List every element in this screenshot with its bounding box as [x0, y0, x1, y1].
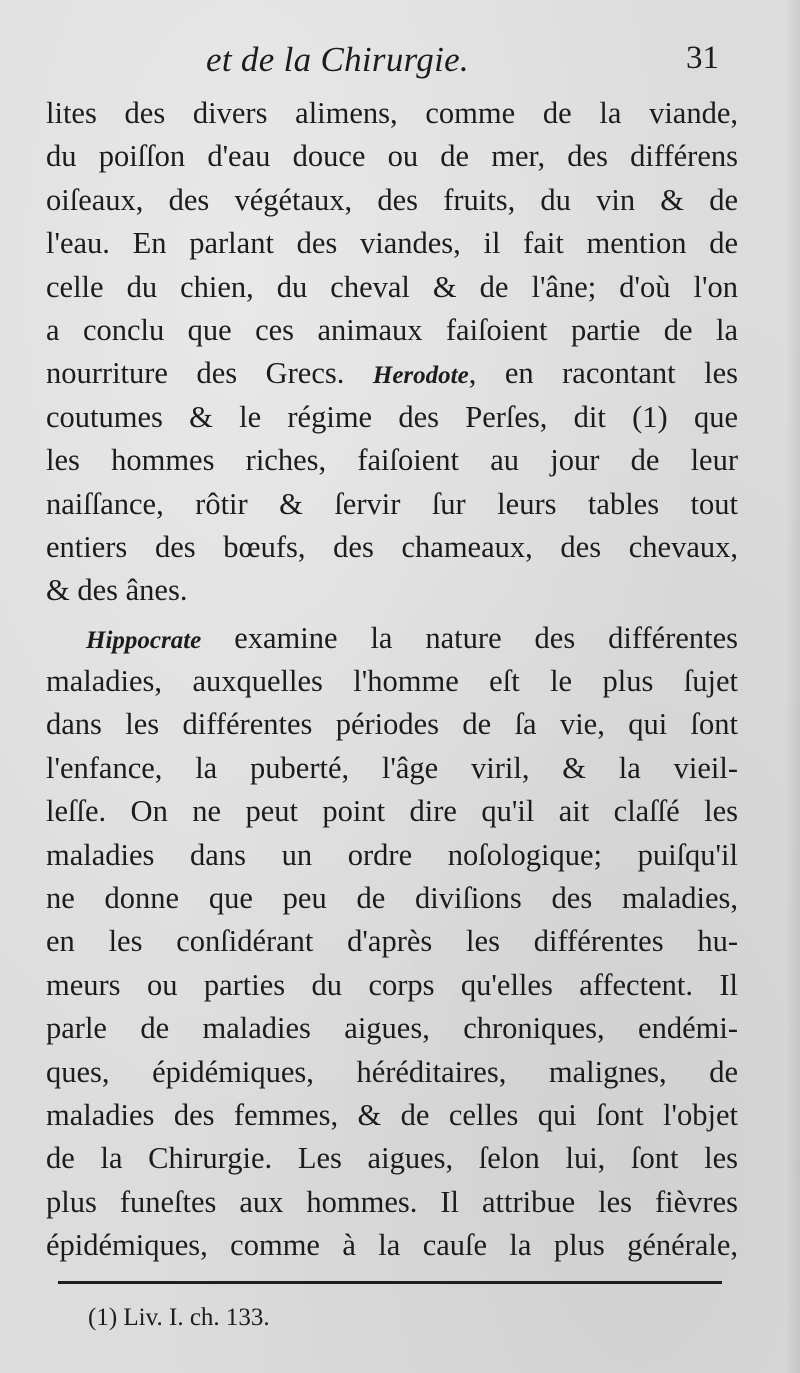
- text-fragment: , en racontant les: [468, 356, 738, 391]
- text-line: plus funeſtes aux hommes. Il attribue les fièvres: [46, 1184, 738, 1219]
- text-line: maladies, auxquelles l'homme eſt le plus ſujet: [46, 664, 738, 699]
- text-line: a conclu que ces animaux faiſoient partie de la: [46, 312, 738, 347]
- text-line: naiſſance, rôtir & ſervir ſur leurs tables tout: [46, 486, 738, 521]
- text-line: entiers des bœufs, des chameaux, des chevaux,: [46, 529, 738, 564]
- text-line: [46, 352, 738, 395]
- text-line: du poiſſon d'eau douce ou de mer, des différens: [46, 139, 738, 174]
- text-line: en les conſidérant d'après les différentes hu-: [46, 924, 738, 959]
- text-line: leſſe. On ne peut point dire qu'il ait claſſé les: [46, 794, 738, 829]
- author-name-herodote: Herodote: [372, 362, 469, 390]
- text-line: ne donne que peu de diviſions des maladies,: [46, 881, 738, 916]
- text-line: coutumes & le régime des Perſes, dit (1) que: [46, 399, 738, 434]
- text-line: & des ânes.: [46, 573, 188, 608]
- text-line: de la Chirurgie. Les aigues, ſelon lui, ſont les: [46, 1141, 738, 1176]
- page-edge-shadow: [786, 0, 800, 1373]
- running-title: et de la Chirurgie.: [206, 40, 469, 79]
- page-header: [0, 36, 800, 88]
- text-line: ques, épidémiques, héréditaires, malignes, de: [46, 1054, 738, 1089]
- body-text: [46, 92, 738, 1268]
- text-line: meurs ou parties du corps qu'elles affectent. Il: [46, 967, 738, 1002]
- text-line: maladies dans un ordre noſologique; puiſqu'il: [46, 837, 738, 872]
- text-line: celle du chien, du cheval & de l'âne; d'où l'on: [46, 269, 738, 304]
- text-line: oiſeaux, des végétaux, des fruits, du vin & de: [46, 182, 738, 217]
- text-line: parle de maladies aigues, chroniques, endémi-: [46, 1011, 738, 1046]
- text-line: l'eau. En parlant des viandes, il fait mention de: [46, 226, 738, 261]
- text-fragment: examine la nature des différentes: [201, 620, 738, 655]
- text-line: lites des divers alimens, comme de la viande,: [46, 96, 738, 130]
- text-line: épidémiques, comme à la cauſe la plus générale,: [46, 1228, 738, 1263]
- page-number: 31: [686, 40, 719, 76]
- text-line: [46, 617, 738, 660]
- footnote-rule: [58, 1281, 722, 1284]
- text-fragment: nourriture des Grecs.: [46, 356, 345, 391]
- text-line: les hommes riches, faiſoient au jour de leur: [46, 443, 738, 478]
- author-name-hippocrate: Hippocrate: [86, 626, 202, 654]
- footnote: (1) Liv. I. ch. 133.: [88, 1304, 270, 1331]
- text-line: l'enfance, la puberté, l'âge viril, & la vieil-: [46, 750, 738, 785]
- text-line: maladies des femmes, & de celles qui ſont l'objet: [46, 1097, 738, 1132]
- text-line: dans les différentes périodes de ſa vie, qui ſont: [46, 707, 738, 742]
